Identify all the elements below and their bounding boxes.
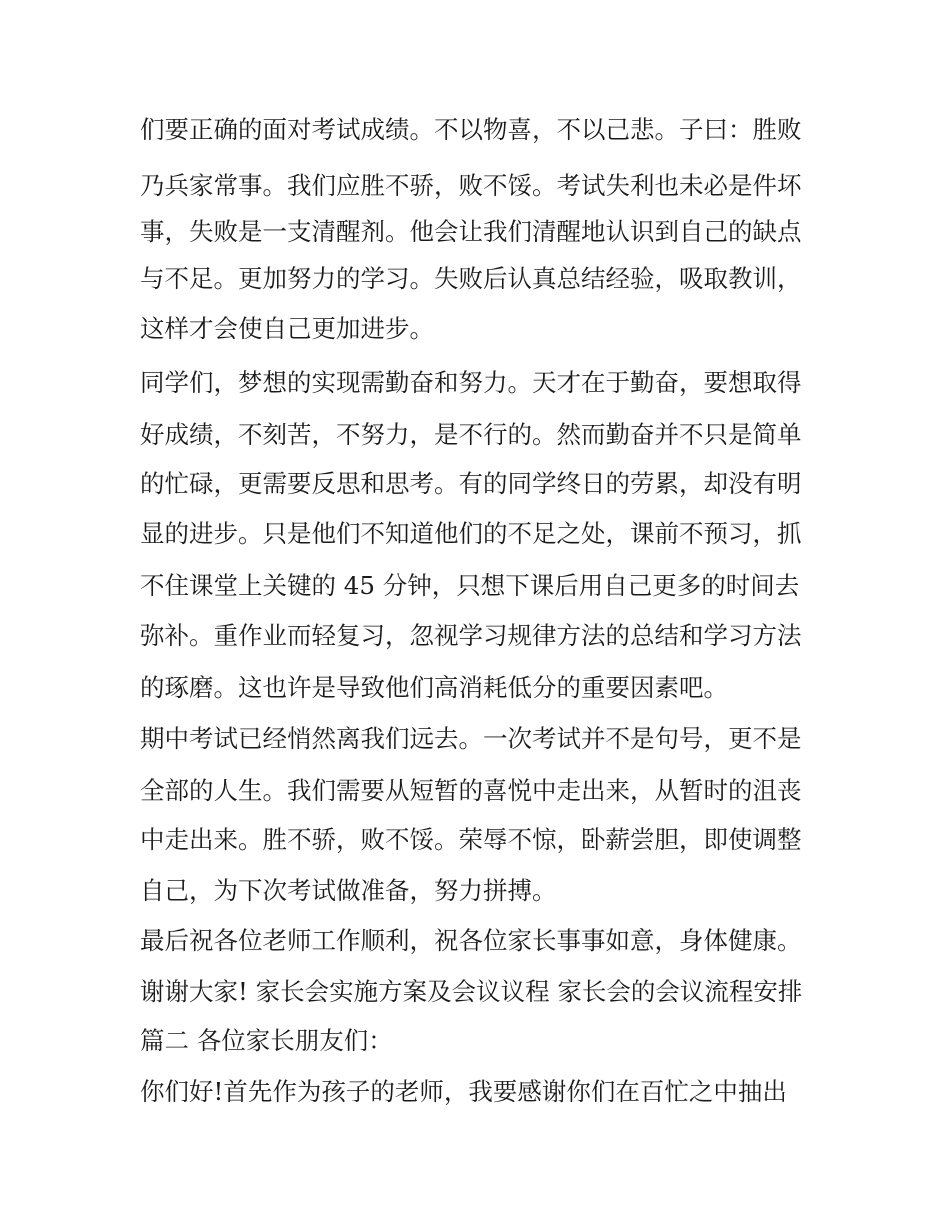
text-line: 弥补。重作业而轻复习，忽视学习规律方法的总结和学习方法 <box>140 621 802 650</box>
text-line: 中走出来。胜不骄，败不馁。荣辱不惊，卧薪尝胆，即使调整 <box>140 825 802 854</box>
text-line: 这样才会使自己更加进步。 <box>140 314 434 343</box>
text-line: 全部的人生。我们需要从短暂的喜悦中走出来，从暂时的沮丧 <box>140 776 802 805</box>
text-line: 期中考试已经悄然离我们远去。一次考试并不是句号，更不是 <box>140 724 802 753</box>
text-line: 与不足。更加努力的学习。失败后认真总结经验，吸取教训， <box>140 264 802 293</box>
text-line: 好成绩，不刻苦，不努力，是不行的。然而勤奋并不只是简单 <box>140 420 802 449</box>
text-line: 乃兵家常事。我们应胜不骄，败不馁。考试失利也未必是件坏 <box>140 171 802 200</box>
text-line: 谢谢大家! 家长会实施方案及会议议程 家长会的会议流程安排 <box>140 977 803 1006</box>
text-line: 事，失败是一支清醒剂。他会让我们清醒地认识到自己的缺点 <box>140 217 802 246</box>
text-line: 不住课堂上关键的 45 分钟，只想下课后用自己更多的时间去 <box>140 571 800 600</box>
text-line: 同学们，梦想的实现需勤奋和努力。天才在于勤奋，要想取得 <box>140 368 802 397</box>
text-line: 的琢磨。这也许是导致他们高消耗低分的重要因素吧。 <box>140 673 728 702</box>
text-line: 显的进步。只是他们不知道他们的不足之处，课前不预习，抓 <box>140 519 802 548</box>
text-line: 自己，为下次考试做准备，努力拼搏。 <box>140 876 557 905</box>
text-line: 的忙碌，更需要反思和思考。有的同学终日的劳累，却没有明 <box>140 469 802 498</box>
text-line: 你们好!首先作为孩子的老师，我要感谢你们在百忙之中抽出 <box>140 1077 787 1106</box>
text-line: 们要正确的面对考试成绩。不以物喜，不以己悲。子曰：胜败 <box>140 115 802 144</box>
text-line: 最后祝各位老师工作顺利，祝各位家长事事如意，身体健康。 <box>140 926 802 955</box>
text-line: 篇二 各位家长朋友们： <box>140 1026 393 1055</box>
